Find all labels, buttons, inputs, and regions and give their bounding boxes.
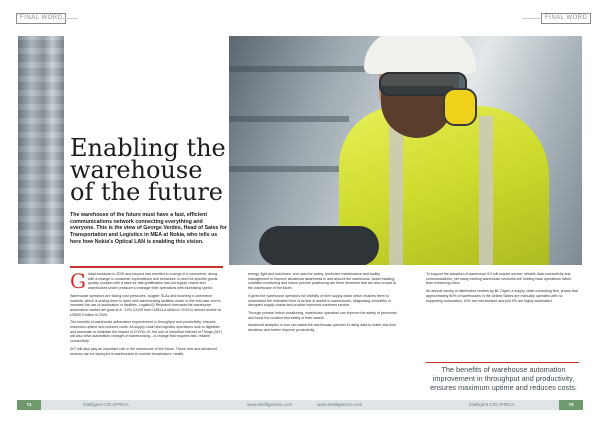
- paragraph: Through precise indoor positioning, warehouse operators can improve the safety of personnel and know the location and safety of their assets.: [248, 310, 397, 320]
- hard-hat: [364, 36, 476, 74]
- footer-brand-left: intelligent CIO AFRICA: [83, 402, 129, 407]
- paragraph: Advanced analytics in turn can assist the warehouse operator in using data to make real-time decisions and further improve productivity.: [248, 323, 397, 333]
- worker-photo: [229, 36, 582, 265]
- paragraph: An annual survey of distribution centres by BL Orgell, a supply chain consulting firm, shows that approximately 80% of warehouses in the United States are manually operated with no supporting automation, 15% are mechanised and just 5% are highly automated.: [426, 289, 578, 303]
- footer-url-right: www.intelligentcio.com: [317, 402, 363, 407]
- paragraph: Global lockdown in 2020 and beyond has resulted in a surge in e-commerce, along with a change in consumer expectations and behaviour. A need for specific goods quickly coupled with a want for fast gratification has put supply chains and warehouses under pressure to manage their operations with increasing speed.: [70, 269, 218, 293]
- gloved-hand: [259, 226, 379, 265]
- footer-brand-right: intelligent CIO AFRICA: [469, 402, 515, 407]
- paragraph: It gives the warehouse operators full visibility of their supply chain which enables them to understand the estimated time of arrival of assets to warehouses, diagnosing unhealthy or disrupted supply chains and provide improved customer service.: [248, 293, 392, 308]
- article-title: Enabling the warehouse of the future: [70, 134, 226, 206]
- intro-divider: [70, 266, 223, 268]
- warehouse-photo-left: [18, 36, 64, 264]
- shelf-rail: [229, 66, 369, 72]
- body-column-3: [426, 272, 579, 306]
- header-rule-left: [62, 18, 78, 19]
- page-number-right: 75: [559, 400, 583, 410]
- footer-url-left: www.intelligentcio.com: [247, 402, 293, 407]
- pull-quote-rule: [426, 362, 579, 363]
- vest-reflective-stripe: [389, 116, 403, 265]
- shelf-rail: [229, 116, 349, 122]
- section-tag-right: FINAL WORD: [541, 13, 591, 24]
- page-number-left: 74: [17, 400, 41, 410]
- paragraph: IIoT will also play an important role in the warehouse of the future. These new and advanced sensors can be deployed in warehouses to monitor temperature, health,: [70, 346, 217, 356]
- paragraph: To support the adoption of warehouse 5.0 will require secure, reliable data connectivity and communications, yet many existing warehouse networks are holding back operations rather than enhancing them.: [426, 272, 572, 286]
- vest-reflective-stripe: [479, 116, 493, 265]
- article-intro: The warehouse of the future must have a fast, efficient communications network connecting everything and everyone. This is the view of George Verdes, Head of Sales for Transportation and Logistics in MEA at Nokia, who tells us here how Nokia's Optical LAN is enabling this vision.: [70, 212, 227, 245]
- body-column-1: [70, 269, 223, 359]
- drop-cap: G: [70, 269, 86, 293]
- ear-protector: [443, 88, 477, 126]
- page-footer: [17, 400, 583, 410]
- pull-quote: The benefits of warehouse automation improvement in throughput and productivity, ensures maximum uptime and reduces costs.: [430, 365, 577, 392]
- paragraph: energy, light and machines, and used for safety, predictive maintenance and facility management to improve situational awareness in and around the warehouse. Asset tracking, condition monitoring and indoor precise positioning are three elements that are also crucial to the warehouse of the future.: [248, 272, 397, 291]
- paragraph: Warehouse operators are facing cost pressures, tougher SLAs and booming e-commerce markets, which is driving them to open new warehousing facilities closer to the end-user and to increase the use of automation in facilities. LogisticIQ Research forecasts the warehouse automation market will grow at a ~14% CAGR from US$14.8 billion in 2019 to almost double at US$30.9 billion in 2026.: [70, 293, 221, 317]
- body-column-2: [248, 272, 401, 336]
- header-rule-right: [522, 18, 540, 19]
- paragraph: The benefits of warehouse automation improvement in throughput and productivity, ensures maximum uptime and reduces costs. As supply chain and logistics operations look to digitalise and automate to minimise the impact of COVID-19, the use of Industrial Internet of Things (IIoT) will also drive automation changes in warehousing – a change that requires fast, reliable connectivity.: [70, 320, 223, 344]
- section-tag-left: FINAL WORD: [16, 13, 66, 24]
